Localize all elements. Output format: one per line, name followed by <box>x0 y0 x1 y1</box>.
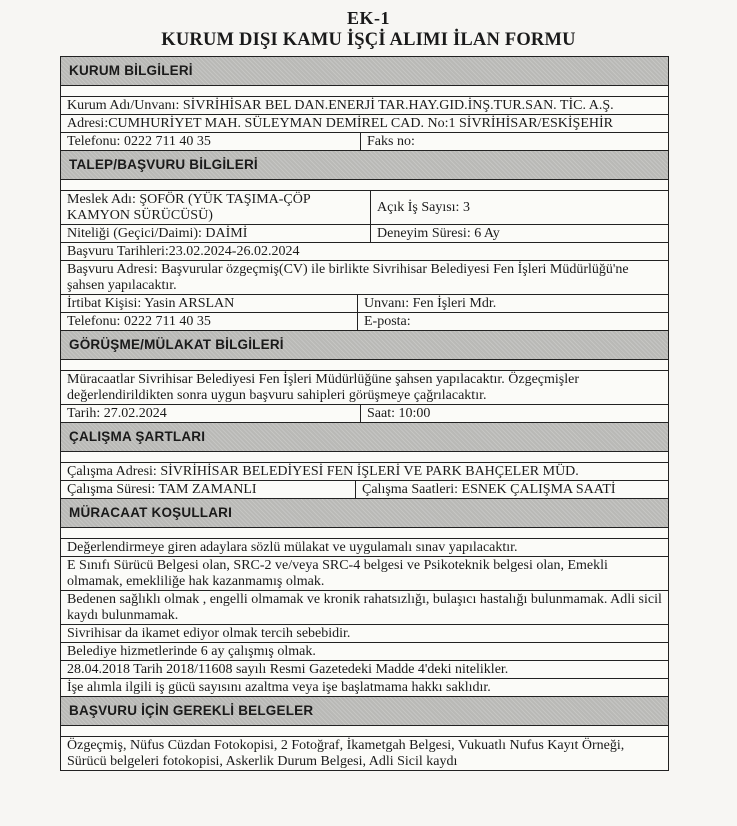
calisma-hours-row <box>61 481 668 499</box>
job-title: Meslek Adı: ŞOFÖR (YÜK TAŞIMA-ÇÖP KAMYON SÜRÜCÜSÜ) <box>61 191 371 224</box>
condition-item: Belediye hizmetlerinde 6 ay çalışmış olmak. <box>67 644 316 659</box>
talep-job-row <box>61 190 668 225</box>
condition-row <box>61 679 668 697</box>
interview-date: Tarih: 27.02.2024 <box>61 405 361 422</box>
work-address: Çalışma Adresi: SİVRİHİSAR BELEDİYESİ FEN İŞLERİ VE PARK BAHÇELER MÜD. <box>67 464 579 479</box>
application-dates: Başvuru Tarihleri:23.02.2024-26.02.2024 <box>67 244 300 259</box>
condition-item: 28.04.2018 Tarih 2018/11608 sayılı Resmi Gazetedeki Madde 4'deki nitelikler. <box>67 662 509 677</box>
condition-row <box>61 591 668 625</box>
spacer <box>61 726 668 736</box>
section-kurum-header: KURUM BİLGİLERİ <box>61 57 668 86</box>
contact-email: E-posta: <box>364 314 411 329</box>
condition-item: E Sınıfı Sürücü Belgesi olan, SRC-2 ve/veya SRC-4 belgesi ve Psikoteknik belgesi olan, Emekli olmamak, emekliliğe hak kazanmamış olmak. <box>67 558 608 589</box>
contact-phone: Telefonu: 0222 711 40 35 <box>61 313 358 330</box>
interview-description: Müracaatlar Sivrihisar Belediyesi Fen İşleri Müdürlüğüne şahsen yapılacaktır. Özgeçmişler değerlendirildikten sonra uygun başvuru sahipleri görüşmeye çağrılacaktır. <box>67 372 580 403</box>
contact-person: İrtibat Kişisi: Yasin ARSLAN <box>61 295 358 312</box>
spacer <box>61 528 668 538</box>
section-calisma-header: ÇALIŞMA ŞARTLARI <box>61 423 668 452</box>
condition-row <box>61 643 668 661</box>
application-address: Başvuru Adresi: Başvurular özgeçmiş(CV) ile birlikte Sivrihisar Belediyesi Fen İşleri Müdürlüğü'ne şahsen yapılacaktır. <box>67 262 629 293</box>
form-title: KURUM DIŞI KAMU İŞÇİ ALIMI İLAN FORMU <box>161 30 576 50</box>
kurum-name-row <box>61 96 668 115</box>
spacer <box>61 86 668 96</box>
job-type: Niteliği (Geçici/Daimi): DAİMİ <box>61 225 371 242</box>
spacer <box>61 452 668 462</box>
interview-time: Saat: 10:00 <box>367 406 431 421</box>
calisma-address-row <box>61 462 668 481</box>
documents-row <box>61 736 668 771</box>
condition-item: Değerlendirmeye giren adaylara sözlü mülakat ve uygulamalı sınav yapılacaktır. <box>67 540 518 555</box>
condition-item: Sivrihisar da ikamet ediyor olmak tercih sebebidir. <box>67 626 351 641</box>
required-documents: Özgeçmiş, Nüfus Cüzdan Fotokopisi, 2 Fotoğraf, İkametgah Belgesi, Vukuatlı Nufus Kayıt Örneği, Sürücü belgeleri fotokopisi, Askerlik Durum Belgesi, Adli Sicil kaydı <box>67 738 625 769</box>
talep-dates-row <box>61 243 668 261</box>
condition-item: İşe alımla ilgili iş gücü sayısını azaltma veya işe başlatmama hakkı saklıdır. <box>67 680 491 695</box>
kurum-address-row <box>61 115 668 133</box>
document-code: EK-1 <box>346 8 390 28</box>
spacer <box>61 360 668 370</box>
talep-phone-row <box>61 313 668 331</box>
condition-item: Bedenen sağlıklı olmak , engelli olmamak ve kronik rahatsızlığı, bulaşıcı hastalığı bulunmamak. Adli sicil kaydı bulunmamak. <box>67 592 662 623</box>
open-positions: Açık İş Sayısı: 3 <box>377 200 470 215</box>
work-duration: Çalışma Süresi: TAM ZAMANLI <box>61 481 356 498</box>
section-gorusme-header: GÖRÜŞME/MÜLAKAT BİLGİLERİ <box>61 331 668 360</box>
spacer <box>61 180 668 190</box>
gorusme-datetime-row <box>61 405 668 423</box>
condition-row <box>61 538 668 557</box>
kurum-phone: Telefonu: 0222 711 40 35 <box>61 133 361 150</box>
condition-row <box>61 557 668 591</box>
condition-row <box>61 661 668 679</box>
talep-address-row <box>61 261 668 295</box>
kurum-fax: Faks no: <box>367 134 415 149</box>
work-hours: Çalışma Saatleri: ESNEK ÇALIŞMA SAATİ <box>362 482 616 497</box>
kurum-name: Kurum Adı/Unvanı: SİVRİHİSAR BEL DAN.ENERJİ TAR.HAY.GID.İNŞ.TUR.SAN. TİC. A.Ş. <box>67 98 614 113</box>
kurum-contact-row <box>61 133 668 151</box>
talep-type-row <box>61 225 668 243</box>
kurum-address: Adresi:CUMHURİYET MAH. SÜLEYMAN DEMİREL CAD. No:1 SİVRİHİSAR/ESKİŞEHİR <box>67 116 614 131</box>
experience: Deneyim Süresi: 6 Ay <box>377 226 500 241</box>
talep-contact-row <box>61 295 668 313</box>
contact-title: Unvanı: Fen İşleri Mdr. <box>364 296 497 311</box>
section-muracaat-header: MÜRACAAT KOŞULLARI <box>61 499 668 528</box>
section-talep-header: TALEP/BAŞVURU BİLGİLERİ <box>61 151 668 180</box>
gorusme-desc-row <box>61 370 668 405</box>
announcement-form <box>60 56 669 771</box>
section-belgeler-header: BAŞVURU İÇİN GEREKLİ BELGELER <box>61 697 668 726</box>
condition-row <box>61 625 668 643</box>
